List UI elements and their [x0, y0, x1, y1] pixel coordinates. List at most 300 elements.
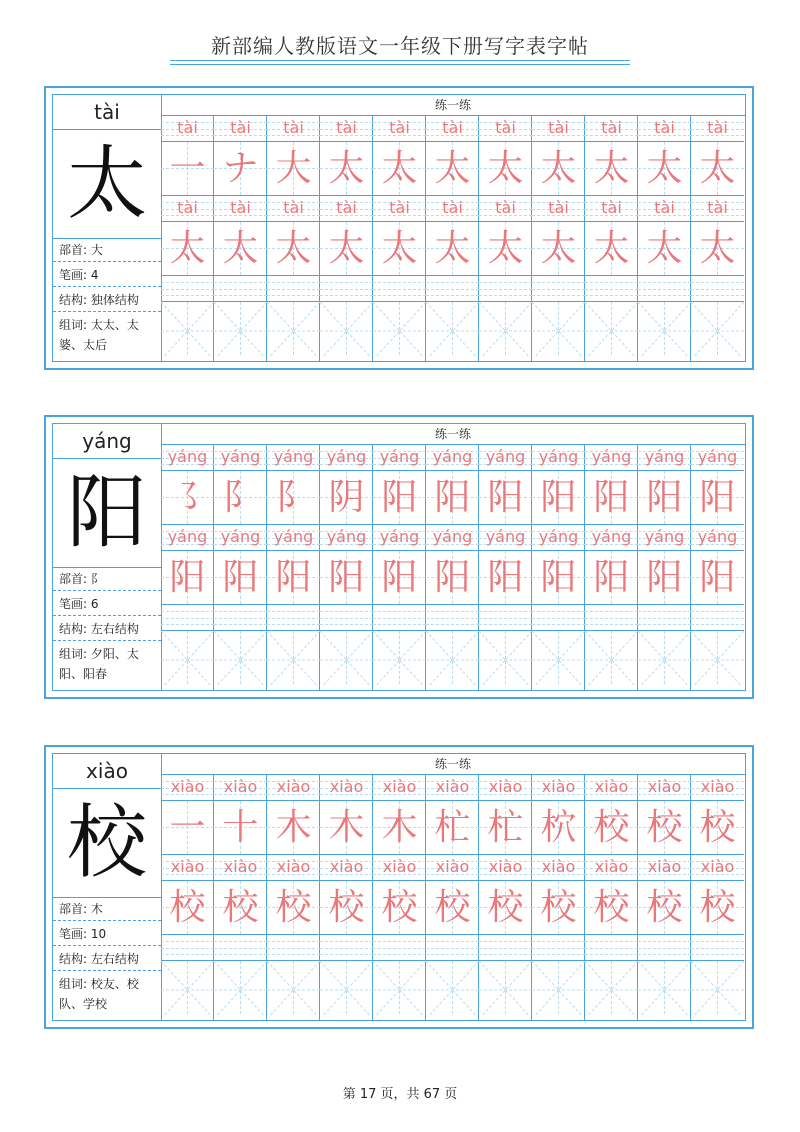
pinyin-cell [267, 116, 320, 142]
practice-column [426, 445, 479, 690]
blank-pinyin-cell[interactable] [532, 935, 585, 961]
trace-character: 阳 [646, 477, 683, 518]
blank-writing-cell[interactable] [691, 302, 744, 357]
pinyin-trace-text: tài [654, 118, 675, 137]
mi-grid-guides [691, 302, 744, 357]
trace-character: 阴 [328, 477, 365, 518]
pinyin-guide-line [585, 624, 638, 625]
pinyin-trace-text: yáng [326, 527, 367, 546]
pinyin-cell [479, 525, 532, 551]
mi-grid-guides [638, 961, 691, 1016]
pinyin-guide-line [214, 295, 267, 296]
trace-character: 太 [646, 148, 683, 189]
practice-column [585, 445, 638, 690]
pinyin-cell [267, 196, 320, 222]
trace-character: 太 [328, 148, 365, 189]
trace-cell [426, 551, 479, 605]
mi-grid-guides [373, 631, 426, 686]
blank-pinyin-cell[interactable] [585, 276, 638, 302]
trace-character: 一 [169, 807, 206, 848]
blank-pinyin-cell[interactable] [161, 276, 214, 302]
trace-character: 阝 [275, 477, 312, 518]
trace-character: ナ [222, 148, 259, 189]
stroke-order-cell [426, 142, 479, 196]
blank-writing-cell[interactable] [214, 961, 267, 1016]
blank-writing-cell[interactable] [638, 961, 691, 1016]
trace-cell [214, 222, 267, 276]
pinyin-guide-line [426, 611, 479, 612]
blank-pinyin-cell[interactable] [426, 605, 479, 631]
pinyin-guide-line [532, 611, 585, 612]
blank-pinyin-cell[interactable] [267, 935, 320, 961]
pinyin-trace-text: tài [707, 118, 728, 137]
practice-column [320, 116, 373, 361]
blank-writing-cell[interactable] [267, 961, 320, 1016]
blank-pinyin-cell[interactable] [320, 276, 373, 302]
trace-cell [320, 881, 373, 935]
pinyin-cell [267, 525, 320, 551]
blank-writing-cell[interactable] [479, 631, 532, 686]
pinyin-trace-text: xiào [541, 777, 576, 796]
stroke-count-label: 笔画: 6 [53, 592, 161, 616]
trace-character: 阳 [328, 557, 365, 598]
pinyin-guide-line [214, 282, 267, 283]
blank-writing-cell[interactable] [320, 631, 373, 686]
pinyin-cell [479, 445, 532, 471]
pinyin-trace-text: tài [283, 118, 304, 137]
practice-column [267, 116, 320, 361]
blank-writing-cell[interactable] [267, 631, 320, 686]
pinyin-trace-text: xiào [700, 777, 735, 796]
trace-character: 校 [540, 887, 577, 928]
pinyin-cell [638, 116, 691, 142]
trace-cell [479, 551, 532, 605]
pinyin-trace-text: yáng [432, 447, 473, 466]
pinyin-cell [479, 196, 532, 222]
pinyin-guide-line [585, 954, 638, 955]
stroke-order-cell [320, 801, 373, 855]
character-card [44, 745, 754, 1029]
stroke-order-cell [161, 142, 214, 196]
trace-character: 太 [699, 228, 736, 269]
mi-grid-guides [267, 631, 320, 686]
practice-column [691, 116, 744, 361]
pinyin-cell [479, 116, 532, 142]
trace-character: 阝 [222, 477, 259, 518]
mi-grid-guides [161, 302, 214, 357]
stroke-order-cell [585, 142, 638, 196]
stroke-order-cell [373, 471, 426, 525]
trace-cell [638, 222, 691, 276]
blank-writing-cell[interactable] [373, 302, 426, 357]
blank-writing-cell[interactable] [532, 302, 585, 357]
trace-character: 阳 [434, 477, 471, 518]
blank-writing-cell[interactable] [585, 961, 638, 1016]
pinyin-guide-line [638, 624, 691, 625]
pinyin-guide-line [320, 295, 373, 296]
pinyin-guide-line [585, 611, 638, 612]
practice-column [320, 445, 373, 690]
pinyin-guide-line [426, 948, 479, 949]
trace-character: 阳 [381, 477, 418, 518]
page-number: 第 17 页，共 67 页 [342, 1087, 458, 1102]
trace-cell [267, 881, 320, 935]
example-words-label: 组词: 夕阳、太阳、阳春 [59, 647, 139, 681]
blank-pinyin-cell[interactable] [532, 276, 585, 302]
trace-character: 太 [699, 148, 736, 189]
pinyin-guide-line [373, 954, 426, 955]
pinyin-trace-text: xiào [223, 777, 258, 796]
trace-character: 阳 [487, 557, 524, 598]
pinyin-guide-line [267, 282, 320, 283]
pinyin-cell [373, 196, 426, 222]
pinyin-guide-line [638, 611, 691, 612]
blank-pinyin-cell[interactable] [320, 935, 373, 961]
practice-column [161, 116, 214, 361]
practice-column [479, 116, 532, 361]
practice-column [638, 775, 691, 1020]
pinyin-cell [532, 445, 585, 471]
trace-character: 校 [646, 807, 683, 848]
stroke-order-cell [479, 471, 532, 525]
pinyin-trace-text: yáng [485, 527, 526, 546]
trace-character: 校 [487, 887, 524, 928]
practice-column [585, 116, 638, 361]
stroke-order-cell [585, 801, 638, 855]
practice-header: 练一练 [161, 754, 745, 775]
blank-writing-cell[interactable] [426, 631, 479, 686]
pinyin-guide-line [320, 282, 373, 283]
blank-writing-cell[interactable] [373, 631, 426, 686]
mi-grid-guides [267, 302, 320, 357]
pinyin-guide-line [320, 941, 373, 942]
blank-writing-cell[interactable] [161, 631, 214, 686]
blank-writing-cell[interactable] [691, 961, 744, 1016]
blank-writing-cell[interactable] [585, 631, 638, 686]
title-rule [170, 60, 630, 61]
stroke-order-cell [532, 801, 585, 855]
pinyin-trace-text: yáng [220, 447, 261, 466]
trace-cell [373, 551, 426, 605]
trace-character: 校 [593, 887, 630, 928]
pinyin-cell [373, 525, 426, 551]
stroke-order-cell [320, 471, 373, 525]
pinyin-cell [214, 196, 267, 222]
blank-pinyin-cell[interactable] [426, 276, 479, 302]
stroke-count-label: 笔画: 10 [53, 922, 161, 946]
pinyin-guide-line [161, 618, 214, 619]
practice-header: 练一练 [161, 424, 745, 445]
trace-character: 校 [699, 807, 736, 848]
trace-character: 阳 [381, 557, 418, 598]
pinyin-trace-text: yáng [326, 447, 367, 466]
trace-character: 一 [169, 148, 206, 189]
pinyin-guide-line [691, 941, 744, 942]
stroke-order-cell [426, 471, 479, 525]
pinyin-trace-text: xiào [329, 857, 364, 876]
blank-pinyin-cell[interactable] [426, 935, 479, 961]
pinyin-guide-line [267, 954, 320, 955]
blank-pinyin-cell[interactable] [638, 935, 691, 961]
pinyin-cell [585, 116, 638, 142]
blank-writing-cell[interactable] [532, 961, 585, 1016]
blank-writing-cell[interactable] [426, 961, 479, 1016]
blank-pinyin-cell[interactable] [161, 605, 214, 631]
pinyin-cell [426, 196, 479, 222]
pinyin-guide-line [585, 289, 638, 290]
blank-writing-cell[interactable] [267, 302, 320, 357]
pinyin-guide-line [373, 611, 426, 612]
pinyin-trace-text: yáng [697, 527, 738, 546]
blank-writing-cell[interactable] [638, 631, 691, 686]
blank-pinyin-cell[interactable] [691, 605, 744, 631]
pinyin-guide-line [161, 941, 214, 942]
pinyin-guide-line [161, 624, 214, 625]
trace-cell [320, 551, 373, 605]
mi-grid-guides [585, 302, 638, 357]
pinyin-guide-line [267, 289, 320, 290]
blank-writing-cell[interactable] [214, 631, 267, 686]
trace-cell [161, 551, 214, 605]
stroke-order-cell [638, 142, 691, 196]
mi-grid-guides [638, 302, 691, 357]
character-info-panel [53, 754, 162, 1020]
mi-grid-guides [532, 961, 585, 1016]
example-words-label: 组词: 太太、太婆、太后 [59, 318, 139, 352]
trace-character: 杧 [487, 807, 524, 848]
blank-pinyin-cell[interactable] [214, 935, 267, 961]
pinyin-guide-line [479, 282, 532, 283]
blank-pinyin-cell[interactable] [585, 605, 638, 631]
pinyin-cell [585, 855, 638, 881]
blank-writing-cell[interactable] [479, 302, 532, 357]
pinyin-cell [691, 855, 744, 881]
pinyin-cell [426, 116, 479, 142]
blank-writing-cell[interactable] [585, 302, 638, 357]
pinyin-guide-line [638, 282, 691, 283]
mi-grid-guides [320, 961, 373, 1016]
practice-column [426, 775, 479, 1020]
trace-character: 校 [699, 887, 736, 928]
pinyin-cell [161, 525, 214, 551]
trace-cell [161, 881, 214, 935]
mi-grid-guides [214, 302, 267, 357]
blank-pinyin-cell[interactable] [691, 935, 744, 961]
blank-writing-cell[interactable] [638, 302, 691, 357]
practice-area [161, 424, 745, 690]
blank-pinyin-cell[interactable] [373, 276, 426, 302]
pinyin-trace-text: tài [230, 198, 251, 217]
mi-grid-guides [479, 961, 532, 1016]
pinyin-trace-text: tài [442, 118, 463, 137]
trace-character: 阳 [434, 557, 471, 598]
pinyin-cell [638, 855, 691, 881]
model-character: 阳 [53, 459, 161, 568]
pinyin-guide-line [320, 618, 373, 619]
blank-pinyin-cell[interactable] [267, 605, 320, 631]
pinyin-cell [479, 855, 532, 881]
pinyin-trace-text: yáng [432, 527, 473, 546]
practice-column [638, 116, 691, 361]
pinyin-trace-text: tài [707, 198, 728, 217]
trace-character: 太 [222, 228, 259, 269]
practice-column [532, 775, 585, 1020]
pinyin-cell [214, 855, 267, 881]
pinyin-guide-line [214, 954, 267, 955]
blank-pinyin-cell[interactable] [320, 605, 373, 631]
blank-writing-cell[interactable] [320, 302, 373, 357]
stroke-order-cell [214, 142, 267, 196]
pinyin-trace-text: yáng [220, 527, 261, 546]
pinyin-guide-line [479, 941, 532, 942]
mi-grid-guides [638, 631, 691, 686]
pinyin-trace-text: xiào [700, 857, 735, 876]
stroke-order-cell [532, 471, 585, 525]
mi-grid-guides [161, 631, 214, 686]
pinyin-cell [214, 525, 267, 551]
pinyin-guide-line [426, 618, 479, 619]
blank-pinyin-cell[interactable] [373, 935, 426, 961]
pinyin-guide-line [373, 295, 426, 296]
pinyin-cell [638, 196, 691, 222]
pinyin-guide-line [585, 295, 638, 296]
pinyin-cell [373, 445, 426, 471]
pinyin-guide-line [638, 954, 691, 955]
blank-pinyin-cell[interactable] [638, 605, 691, 631]
pinyin-guide-line [638, 941, 691, 942]
character-pinyin: xiào [53, 754, 161, 789]
pinyin-trace-text: yáng [538, 447, 579, 466]
pinyin-cell [267, 855, 320, 881]
pinyin-trace-text: tài [601, 198, 622, 217]
blank-pinyin-cell[interactable] [267, 276, 320, 302]
trace-cell [585, 881, 638, 935]
trace-character: 木 [275, 807, 312, 848]
pinyin-guide-line [426, 282, 479, 283]
blank-writing-cell[interactable] [320, 961, 373, 1016]
pinyin-trace-text: xiào [435, 857, 470, 876]
pinyin-cell [214, 445, 267, 471]
practice-column [373, 116, 426, 361]
blank-pinyin-cell[interactable] [638, 276, 691, 302]
pinyin-guide-line [532, 948, 585, 949]
blank-pinyin-cell[interactable] [214, 605, 267, 631]
trace-cell [426, 881, 479, 935]
mi-grid-guides [320, 631, 373, 686]
blank-pinyin-cell[interactable] [161, 935, 214, 961]
blank-writing-cell[interactable] [426, 302, 479, 357]
mi-grid-guides [426, 302, 479, 357]
pinyin-guide-line [373, 289, 426, 290]
mi-grid-guides [691, 631, 744, 686]
mi-grid-guides [161, 961, 214, 1016]
stroke-order-cell [532, 142, 585, 196]
mi-grid-guides [320, 302, 373, 357]
trace-cell [161, 222, 214, 276]
blank-pinyin-cell[interactable] [479, 276, 532, 302]
character-info-panel [53, 95, 162, 361]
pinyin-guide-line [161, 289, 214, 290]
pinyin-trace-text: yáng [379, 447, 420, 466]
pinyin-guide-line [426, 624, 479, 625]
pinyin-cell [691, 116, 744, 142]
pinyin-guide-line [267, 295, 320, 296]
pinyin-guide-line [691, 282, 744, 283]
pinyin-cell [267, 775, 320, 801]
blank-writing-cell[interactable] [161, 961, 214, 1016]
stroke-order-cell [585, 471, 638, 525]
pinyin-trace-text: yáng [591, 527, 632, 546]
pinyin-trace-text: xiào [594, 777, 629, 796]
pinyin-guide-line [532, 954, 585, 955]
trace-character: 阳 [699, 477, 736, 518]
blank-pinyin-cell[interactable] [479, 605, 532, 631]
mi-grid-guides [585, 961, 638, 1016]
blank-writing-cell[interactable] [214, 302, 267, 357]
pinyin-cell [320, 196, 373, 222]
pinyin-cell [638, 445, 691, 471]
pinyin-guide-line [532, 941, 585, 942]
pinyin-trace-text: tài [654, 198, 675, 217]
structure-label: 结构: 独体结构 [53, 288, 161, 312]
pinyin-guide-line [267, 624, 320, 625]
blank-pinyin-cell[interactable] [479, 935, 532, 961]
pinyin-trace-text: yáng [591, 447, 632, 466]
mi-grid-guides [532, 302, 585, 357]
pinyin-trace-text: xiào [329, 777, 364, 796]
blank-pinyin-cell[interactable] [373, 605, 426, 631]
blank-writing-cell[interactable] [373, 961, 426, 1016]
blank-pinyin-cell[interactable] [214, 276, 267, 302]
trace-character: 太 [381, 228, 418, 269]
blank-pinyin-cell[interactable] [532, 605, 585, 631]
blank-writing-cell[interactable] [532, 631, 585, 686]
pinyin-trace-text: tài [548, 198, 569, 217]
pinyin-cell [320, 855, 373, 881]
trace-character: 太 [434, 148, 471, 189]
trace-cell [479, 222, 532, 276]
pinyin-guide-line [214, 289, 267, 290]
card-inner-frame [52, 423, 746, 691]
pinyin-guide-line [479, 954, 532, 955]
pinyin-guide-line [691, 948, 744, 949]
trace-character: 校 [222, 887, 259, 928]
pinyin-cell [691, 775, 744, 801]
trace-character: 十 [222, 807, 259, 848]
pinyin-trace-text: tài [389, 198, 410, 217]
pinyin-guide-line [373, 941, 426, 942]
radical-label: 部首: 阝 [53, 567, 161, 591]
mi-grid-guides [691, 961, 744, 1016]
pinyin-guide-line [691, 295, 744, 296]
pinyin-trace-text: tài [336, 118, 357, 137]
pinyin-cell [320, 525, 373, 551]
practice-column [532, 116, 585, 361]
blank-writing-cell[interactable] [479, 961, 532, 1016]
blank-pinyin-cell[interactable] [691, 276, 744, 302]
pinyin-trace-text: xiào [435, 777, 470, 796]
blank-writing-cell[interactable] [691, 631, 744, 686]
blank-writing-cell[interactable] [161, 302, 214, 357]
trace-cell [320, 222, 373, 276]
stroke-order-cell [638, 801, 691, 855]
pinyin-guide-line [373, 282, 426, 283]
trace-character: 太 [540, 148, 577, 189]
blank-pinyin-cell[interactable] [585, 935, 638, 961]
pinyin-trace-text: xiào [170, 777, 205, 796]
pinyin-guide-line [691, 954, 744, 955]
pinyin-guide-line [267, 618, 320, 619]
